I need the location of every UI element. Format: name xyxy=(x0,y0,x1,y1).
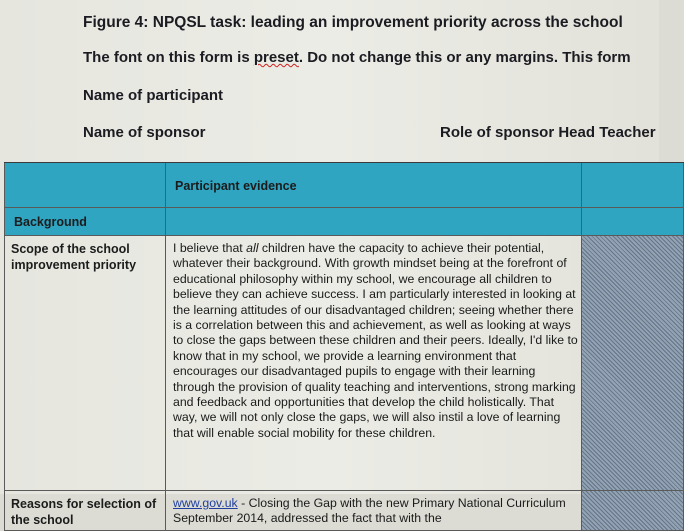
scope-row xyxy=(4,236,684,491)
scope-text-emphasis: all xyxy=(246,241,259,255)
preset-word: preset xyxy=(253,49,299,66)
reasons-text: - Closing the Gap with the new Primary National Curriculum September 2014, addressed the fact that with the xyxy=(173,496,566,526)
preset-note-end: . Do not change this or any margins. This form xyxy=(298,49,631,66)
name-of-participant-label: Name of participant xyxy=(83,87,224,104)
scope-shaded-cell xyxy=(582,236,684,491)
background-evidence-cell[interactable] xyxy=(166,208,582,236)
header-cell-participant-evidence xyxy=(166,163,582,208)
role-of-sponsor-label: Role of sponsor xyxy=(440,124,555,141)
scope-evidence-text[interactable] xyxy=(173,241,578,441)
preset-note xyxy=(83,49,631,66)
header-cell-extra xyxy=(582,163,684,208)
scope-text-start: I believe that xyxy=(173,241,247,255)
role-of-sponsor-value[interactable]: Head Teacher xyxy=(558,124,656,141)
preset-note-start: The font on this form is xyxy=(83,49,254,66)
reasons-label-cell xyxy=(4,491,166,531)
name-of-sponsor-label: Name of sponsor xyxy=(83,124,206,141)
background-row xyxy=(4,208,684,236)
reasons-evidence-text[interactable] xyxy=(173,496,578,527)
reasons-shaded-cell xyxy=(582,491,684,531)
table-header-row xyxy=(4,163,684,208)
background-label: Background xyxy=(14,215,87,229)
scope-evidence-cell[interactable] xyxy=(166,236,582,491)
scope-label: Scope of the school improvement priority xyxy=(11,242,137,272)
role-of-sponsor-field xyxy=(440,124,656,141)
scope-label-cell xyxy=(4,236,166,491)
reasons-label: Reasons for selection of the school xyxy=(11,497,157,527)
participant-evidence-heading: Participant evidence xyxy=(175,179,297,193)
background-extra-cell xyxy=(582,208,684,236)
figure-title: Figure 4: NPQSL task: leading an improvement priority across the school xyxy=(83,14,623,31)
header-cell-blank xyxy=(4,163,166,208)
scope-text-rest: children have the capacity to achieve their potential, whatever their background. With growth mindset being at the forefront of educational philosophy within my school, we encourage all children to believe they can achieve success. I am particularly interested in looking at the learning attitudes of our disadvantaged children; seeing whether there is a correlation between this and achievement, as well as looking at ways to close the gaps between these children and their peers. Ideally, I'd like to know that in my school, we provide a learning environment that encourages our disadvantaged pupils to engage with their learning through the provision of quality teaching and interventions, strong marking and feedback and opportunities that develop the child holistically. That way, we will not only close the gaps, we will also instil a love of learning that will enable social mobility for these children. xyxy=(173,241,578,440)
background-label-cell xyxy=(4,208,166,236)
reasons-evidence-cell[interactable] xyxy=(166,491,582,531)
evidence-table xyxy=(4,162,684,531)
gov-uk-link[interactable]: www.gov.uk xyxy=(173,496,238,510)
reasons-row xyxy=(4,491,684,531)
